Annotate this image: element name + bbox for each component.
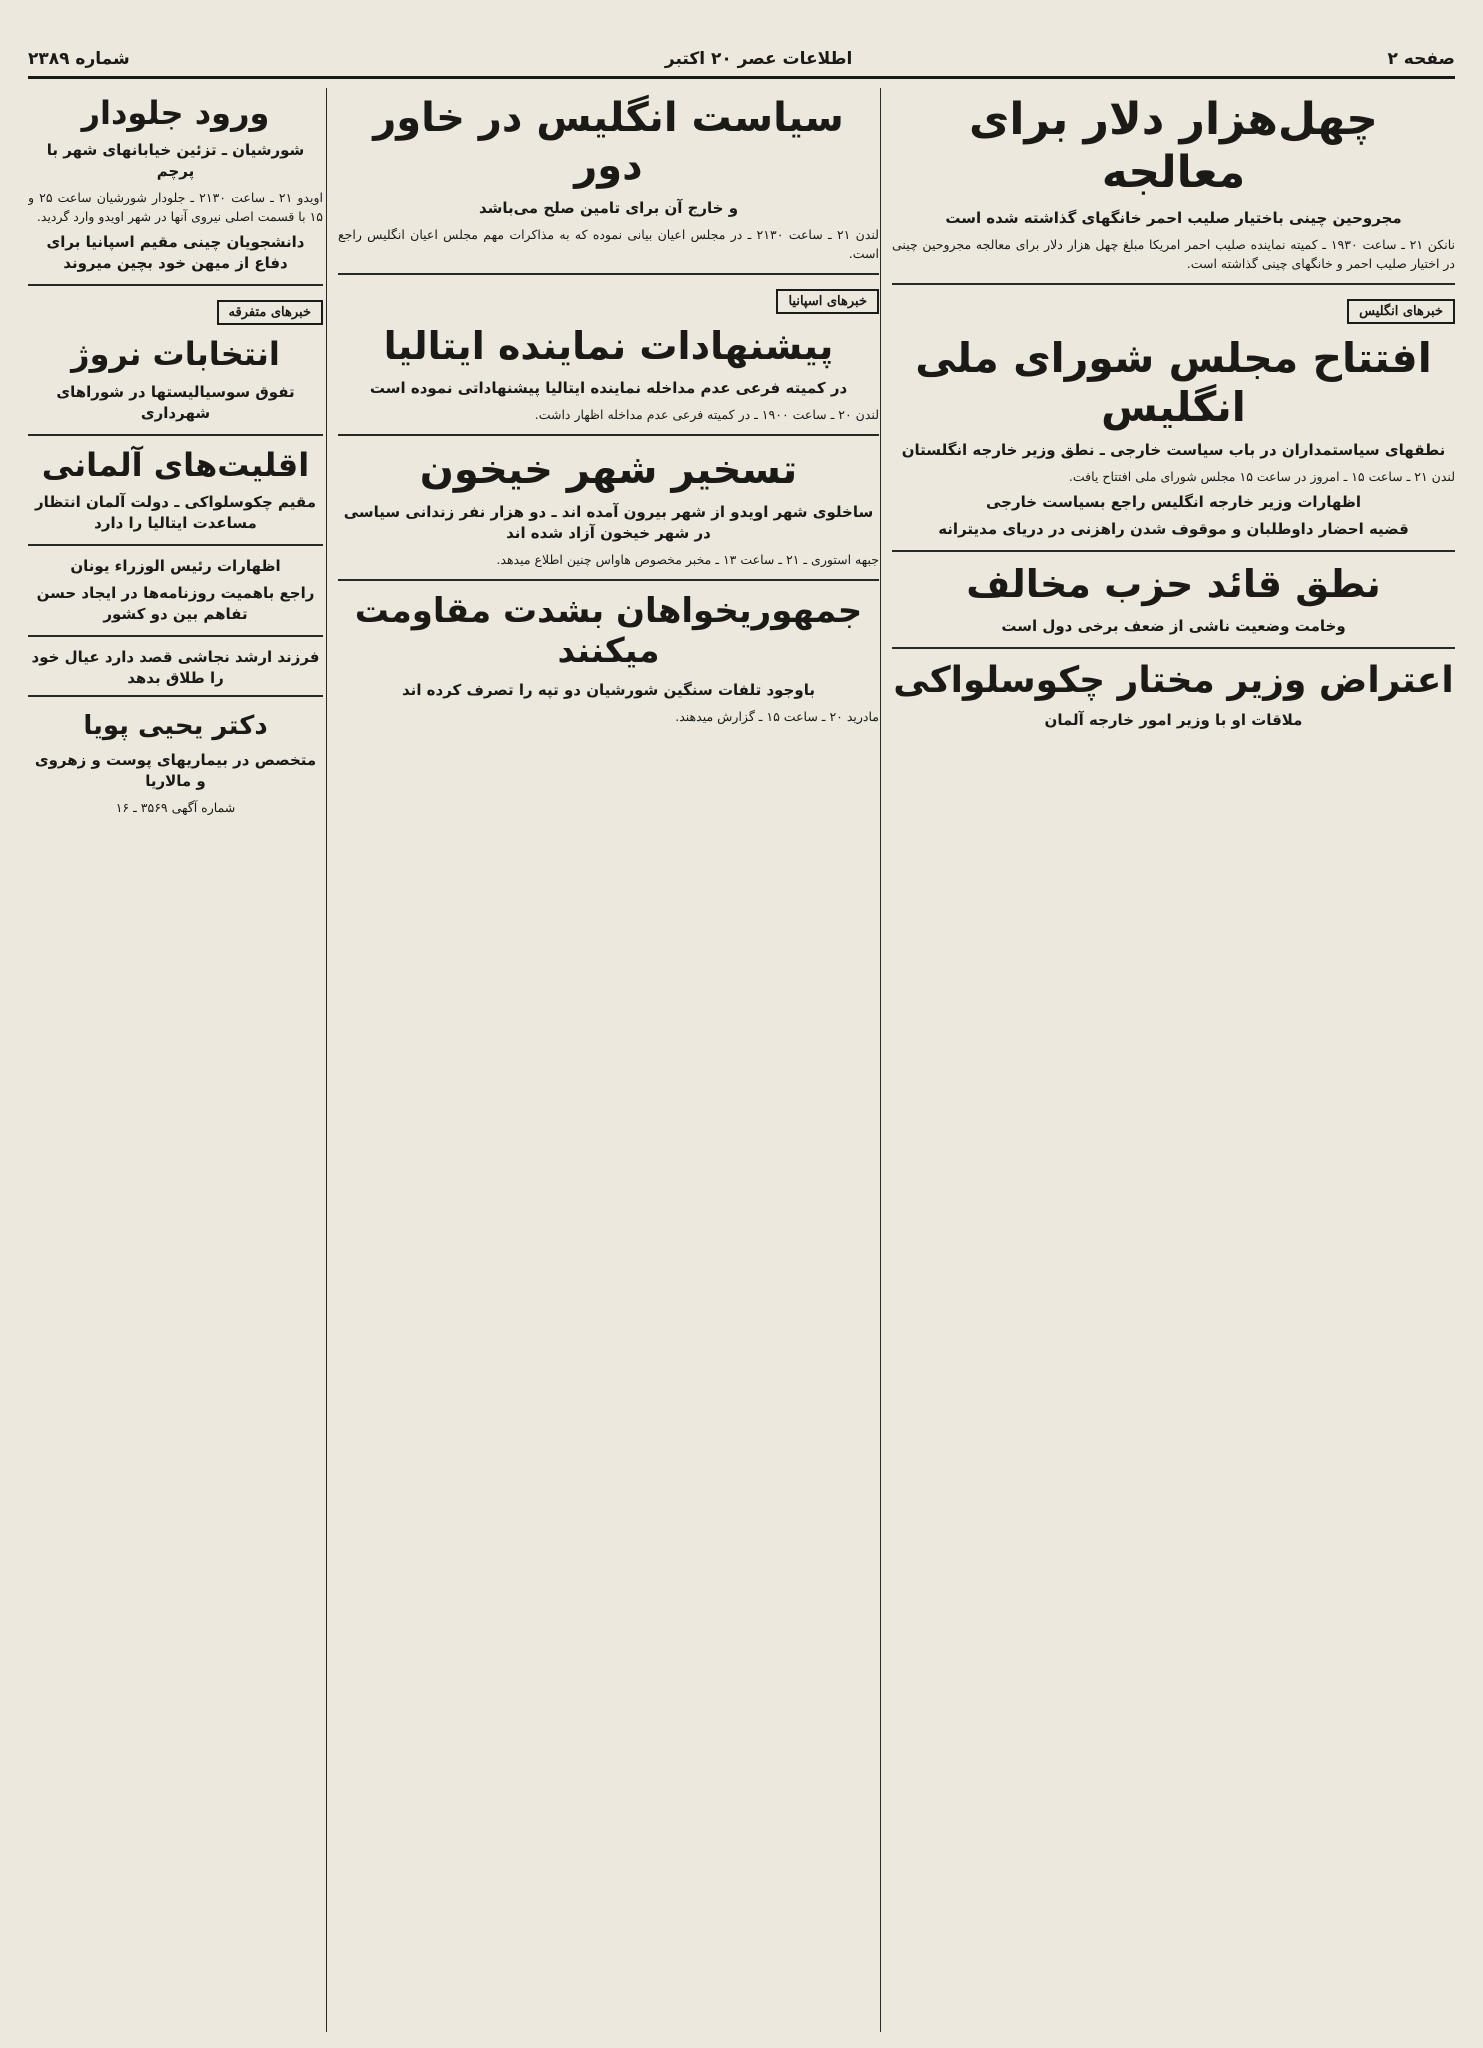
norway-headline: انتخابات نروژ — [71, 335, 280, 374]
mediterranean-subheadline: قضیه احضار داوطلبان و موقوف شدن راهزنی در دریای مدیترانه — [938, 519, 1409, 538]
section-divider — [892, 647, 1455, 649]
czech-subheadline: ملاقات او با وزیر امور خارجه آلمان — [1044, 710, 1303, 729]
right-column — [892, 88, 1455, 2032]
students-subheadline: دانشجویان چینی مقیم اسپانیا برای دفاع از میهن خود بچین میروند — [46, 233, 305, 273]
lead-headline: چهل‌هزار دلار برای معالجه — [969, 94, 1378, 198]
italy-headline: پیشنهادات نماینده ایتالیا — [383, 324, 834, 368]
foreign-statements-headline: اظهارات وزیر خارجه انگلیس راجع بسیاست خارجی — [985, 492, 1362, 511]
gijon-headline: تسخیر شهر خیخون — [419, 446, 798, 493]
ad-notice-number: شماره آگهی ۳۵۶۹ ـ ۱۶ — [115, 800, 236, 816]
issue-number: شماره ۲۳۸۹ — [28, 49, 130, 69]
section-kicker-england: خبرهای انگلیس — [1347, 299, 1455, 324]
greece-headline: اظهارات رئیس الوزراء یونان — [70, 557, 281, 576]
jeladar-body: اویدو ۲۱ ـ ساعت ۲۱۳۰ ـ جلودار شورشیان ساعت ۲۵ و ۱۵ با قسمت اصلی نیروی آنها در شهر اویدو وارد گردید. — [28, 190, 323, 225]
german-minority-subheadline: مقیم چکوسلواکی ـ دولت آلمان انتظار مساعدت ایتالیا را دارد — [34, 493, 317, 533]
parliament-headline: افتتاح مجلس شورای ملی انگلیس — [915, 333, 1432, 431]
ad-doctor-name: دکتر یحیی پویا — [83, 711, 268, 742]
opposition-subheadline: وخامت وضعیت ناشی از ضعف برخی دول است — [1001, 616, 1346, 635]
page-label: صفحه ۲ — [1387, 49, 1455, 69]
section-divider — [892, 283, 1455, 285]
gijon-body: جبهه استوری ـ ۲۱ ـ ساعت ۱۳ ـ مخبر مخصوص هاواس چنین اطلاع میدهد. — [496, 551, 879, 567]
greece-subheadline: راجع باهمیت روزنامه‌ها در ایجاد حسن تفاهم بین دو کشور — [36, 584, 315, 624]
section-divider — [28, 635, 323, 637]
column-divider-left — [326, 88, 327, 2032]
left-column — [28, 88, 323, 2032]
lead-subheadline: مجروحین چینی باختیار صلیب احمر خانگهای گذاشته شده است — [945, 208, 1402, 227]
italy-subheadline: در کمیته فرعی عدم مداخله نماینده ایتالیا پیشنهاداتی نموده است — [369, 378, 848, 397]
column-divider-right — [880, 88, 881, 2032]
section-divider — [28, 544, 323, 546]
doctor-advertisement — [28, 695, 323, 817]
jeladar-headline: ورود جلودار — [81, 94, 270, 132]
opposition-headline: نطق قائد حزب مخالف — [966, 561, 1381, 606]
newspaper-date: اطلاعات عصر ۲۰ اکتبر — [664, 49, 853, 69]
divorce-headline: فرزند ارشد نجاشی قصد دارد عیال خود را طلاق بدهد — [31, 648, 320, 688]
far-east-body: لندن ۲۱ ـ ساعت ۲۱۳۰ ـ در مجلس اعیان بیانی نموده که به مذاکرات مهم مجلس اعیان انگلیس راجع است. — [338, 227, 879, 261]
section-divider — [28, 434, 323, 436]
section-kicker-spain: خبرهای اسپانیا — [776, 289, 879, 314]
parliament-subheadline: نطقهای سیاستمداران در باب سیاست خارجی ـ نطق وزیر خارجه انگلستان — [901, 440, 1446, 459]
republican-body: مادرید ۲۰ ـ ساعت ۱۵ ـ گزارش میدهند. — [675, 709, 879, 725]
republican-subheadline: باوجود تلفات سنگین شورشیان دو تپه را تصرف کرده اند — [402, 681, 815, 700]
far-east-subheadline: و خارج آن برای تامین صلح می‌باشد — [478, 199, 739, 217]
middle-column — [338, 88, 879, 2032]
section-divider — [892, 550, 1455, 552]
parliament-body: لندن ۲۱ ـ ساعت ۱۵ ـ امروز در ساعت ۱۵ مجلس شورای ملی افتتاح یافت. — [1068, 468, 1455, 484]
section-divider — [338, 434, 879, 436]
section-kicker-misc: خبرهای متفرقه — [217, 300, 323, 325]
section-divider — [338, 273, 879, 275]
czech-headline: اعتراض وزیر مختار چکوسلواکی — [893, 659, 1454, 701]
lead-body: نانکن ۲۱ ـ ساعت ۱۹۳۰ ـ کمیته نماینده صلیب احمر امریکا مبلغ چهل هزار دلار برای معالجه مجروحین چینی در اختیار صلیب احمر و خانگهای چینی گذاشته است. — [892, 236, 1455, 271]
republican-headline: جمهوریخواهان بشدت مقاومت میکنند — [354, 590, 863, 672]
section-divider — [338, 579, 879, 581]
ad-specialty: متخصص در بیماریهای پوست و زهروی و مالاریا — [34, 751, 317, 791]
norway-subheadline: تفوق سوسیالیستها در شوراهای شهرداری — [56, 382, 295, 422]
masthead — [28, 48, 1455, 79]
jeladar-subheadline: شورشیان ـ تزئین خیابانهای شهر با پرچم — [46, 141, 305, 181]
italy-body: لندن ۲۰ ـ ساعت ۱۹۰۰ ـ در کمیته فرعی عدم مداخله اظهار داشت. — [534, 406, 879, 422]
gijon-subheadline: ساخلوی شهر اویدو از شهر بیرون آمده اند ـ دو هزار نفر زندانی سیاسی در شهر خیخون آزاد شده اند — [343, 502, 874, 542]
section-divider — [28, 284, 323, 286]
far-east-headline: سیاست انگلیس در خاور دور — [373, 95, 844, 189]
german-minority-headline: اقلیت‌های آلمانی — [41, 445, 310, 484]
